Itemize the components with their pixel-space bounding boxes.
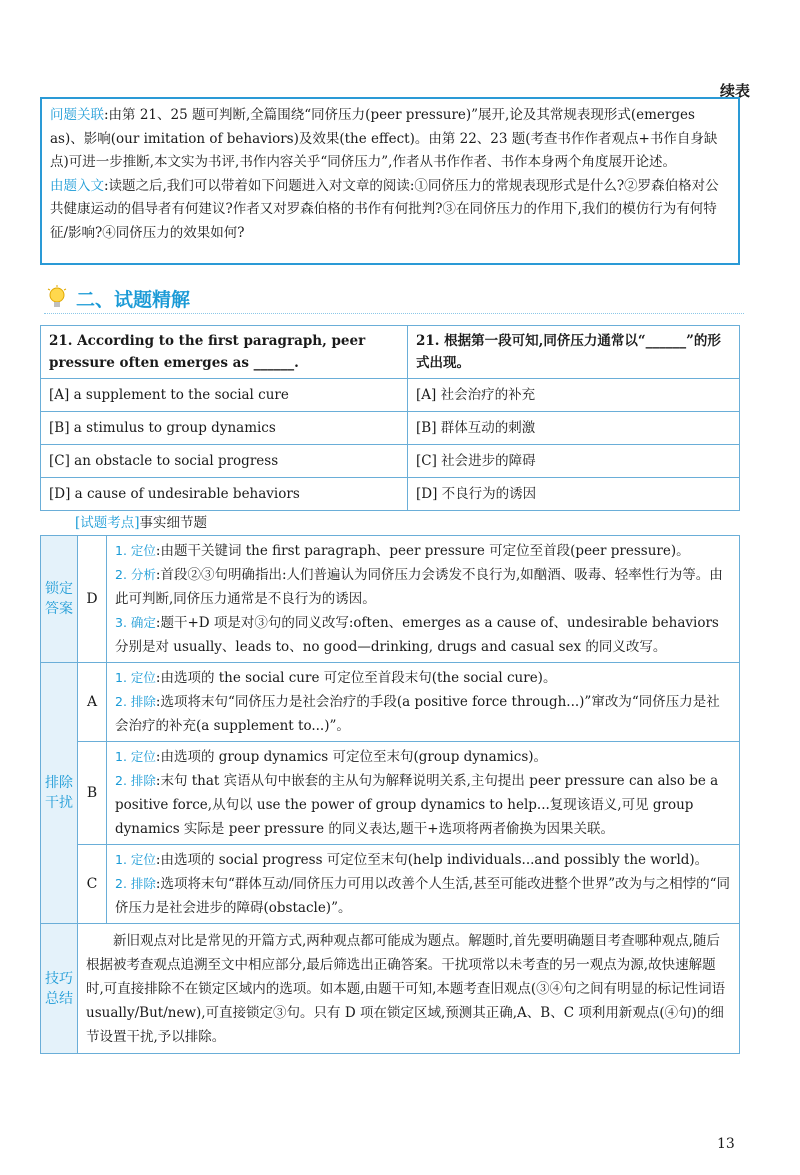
step-label: 1. 定位 xyxy=(115,670,156,685)
answer-line xyxy=(115,539,731,563)
section-title: 二、试题精解 xyxy=(76,289,191,311)
step-text: :由选项的 the social cure 可定位至首段末句(the social cure)。 xyxy=(155,670,557,686)
exclude-line xyxy=(115,848,731,872)
option-row-a xyxy=(41,379,740,412)
step-label: 2. 排除 xyxy=(115,694,156,709)
exclude-line xyxy=(115,745,731,769)
exclude-body-b xyxy=(107,742,740,845)
step-text: :选项将末句“同侪压力是社会治疗的手段(a positive force through...)”窜改为“同侪压力是社会治疗的补充(a supplement to...)”。 xyxy=(115,694,720,734)
question-type-text: 事实细节题 xyxy=(139,515,208,531)
intro-box xyxy=(40,97,740,265)
option-b-zh: [B] 群体互动的刺激 xyxy=(408,412,740,445)
intro-paragraph-2 xyxy=(50,175,730,246)
step-label: 1. 定位 xyxy=(115,749,156,764)
option-row-d xyxy=(41,478,740,511)
question-row xyxy=(41,326,740,379)
question-en: 21. According to the first paragraph, peer pressure often emerges as ______. xyxy=(41,326,408,379)
tips-row xyxy=(41,924,740,1054)
option-c-en: [C] an obstacle to social progress xyxy=(41,445,408,478)
intro-label-1: 问题关联 xyxy=(50,107,104,123)
option-a-en: [A] a supplement to the social cure xyxy=(41,379,408,412)
lightbulb-icon xyxy=(46,285,68,311)
exclude-line xyxy=(115,690,731,738)
answer-body xyxy=(107,536,740,663)
exclude-row-c xyxy=(41,845,740,924)
analysis-table xyxy=(40,535,740,1054)
intro-paragraph-1 xyxy=(50,104,730,175)
step-text: :题干+D 项是对③句的同义改写:often、emerges as a cause of、undesirable behaviors 分别是对 usually、leads to、no good—drinking, drugs and casual sex 的同义改写。 xyxy=(115,615,719,655)
step-text: :选项将末句“群体互动/同侪压力可用以改善个人生活,甚至可能改进整个世界”改为与之相悖的“同侪压力是社会进步的障碍(obstacle)”。 xyxy=(115,876,730,916)
exclude-letter-b: B xyxy=(78,742,107,845)
step-label: 3. 确定 xyxy=(115,615,156,630)
step-label: 2. 排除 xyxy=(115,876,156,891)
answer-letter: D xyxy=(78,536,107,663)
option-d-zh: [D] 不良行为的诱因 xyxy=(408,478,740,511)
tips-text: 新旧观点对比是常见的开篇方式,两种观点都可能成为题点。解题时,首先要明确题目考查哪种观点,随后根据被考查观点追溯至文中相应部分,最后筛选出正确答案。干扰项常以未考查的另一观点为源,故快速解题时,可直接排除不在锁定区域内的选项。如本题,由题干可知,本题考查旧观点(③④句之间有明显的标记性词语 usually/But/new),可直接锁定③句。只有 D 项在锁定区域,预测其正确,A、B、C 项利用新观点(④句)的细节设置干扰,予以排除。 xyxy=(78,924,740,1054)
question-table xyxy=(40,325,740,511)
section-header xyxy=(44,283,744,319)
exclude-line xyxy=(115,872,731,920)
answer-line xyxy=(115,563,731,611)
step-text: :由选项的 group dynamics 可定位至末句(group dynamics)。 xyxy=(155,749,548,765)
exclude-row-b xyxy=(41,742,740,845)
answer-row xyxy=(41,536,740,663)
option-row-c xyxy=(41,445,740,478)
step-text: :由选项的 social progress 可定位至末句(help individuals...and possibly the world)。 xyxy=(155,852,709,868)
exclude-category: 排除干扰 xyxy=(41,663,78,924)
option-d-en: [D] a cause of undesirable behaviors xyxy=(41,478,408,511)
exclude-body-a xyxy=(107,663,740,742)
exclude-letter-a: A xyxy=(78,663,107,742)
step-label: 1. 定位 xyxy=(115,852,156,867)
page-number: 13 xyxy=(717,1136,735,1152)
option-row-b xyxy=(41,412,740,445)
continued-label: 续表 xyxy=(719,82,750,100)
step-text: :首段②③句明确指出:人们普遍认为同侪压力会诱发不良行为,如酗酒、吸毒、轻率性行为等。由此可判断,同侪压力通常是不良行为的诱因。 xyxy=(115,567,723,607)
exclude-body-c xyxy=(107,845,740,924)
step-text: :末句 that 宾语从句中嵌套的主从句为解释说明关系,主句提出 peer pressure can also be a positive force,从句以 use the power of group dynamics to help...复现该语义,可见 group dynamics 实际是 peer pressure 的同义表达,题干+选项将两者偷换为因果关联。 xyxy=(115,773,719,837)
intro-text-2: :读题之后,我们可以带着如下问题进入对文章的阅读:①同侪压力的常规表现形式是什么?②罗森伯格对公共健康运动的倡导者有何建议?作者又对罗森伯格的书作有何批判?③在同侪压力的作用下,我们的模仿行为有何特征/影响?④同侪压力的效果如何? xyxy=(50,177,719,241)
answer-category: 锁定答案 xyxy=(41,536,78,663)
option-b-en: [B] a stimulus to group dynamics xyxy=(41,412,408,445)
tips-category: 技巧总结 xyxy=(41,924,78,1054)
intro-label-2: 由题入文 xyxy=(50,177,104,194)
exclude-row-a xyxy=(41,663,740,742)
option-a-zh: [A] 社会治疗的补充 xyxy=(408,379,740,412)
section-divider xyxy=(44,313,744,314)
option-c-zh: [C] 社会进步的障碍 xyxy=(408,445,740,478)
answer-line xyxy=(115,611,731,659)
step-label: 2. 分析 xyxy=(115,567,156,582)
exclude-line xyxy=(115,769,731,841)
step-text: :由题干关键词 the first paragraph、peer pressure 可定位至首段(peer pressure)。 xyxy=(155,543,690,559)
exclude-letter-c: C xyxy=(78,845,107,924)
question-type-label: [试题考点] xyxy=(75,515,140,531)
exclude-line xyxy=(115,666,731,690)
question-zh: 21. 根据第一段可知,同侪压力通常以“______”的形式出现。 xyxy=(408,326,740,379)
question-type xyxy=(75,511,207,531)
step-label: 1. 定位 xyxy=(115,543,156,558)
step-label: 2. 排除 xyxy=(115,773,156,788)
intro-text-1: :由第 21、25 题可判断,全篇围绕“同侪压力(peer pressure)”展开,论及其常规表现形式(emerges as)、影响(our imitation of behaviors)及效果(the effect)。由第 22、23 题(考查书作作者观点+书作自身缺点)可进一步推断,本文实为书评,书作内容关乎“同侪压力”,作者从书作作者、书作本身两个角度展开论述。 xyxy=(50,107,718,170)
